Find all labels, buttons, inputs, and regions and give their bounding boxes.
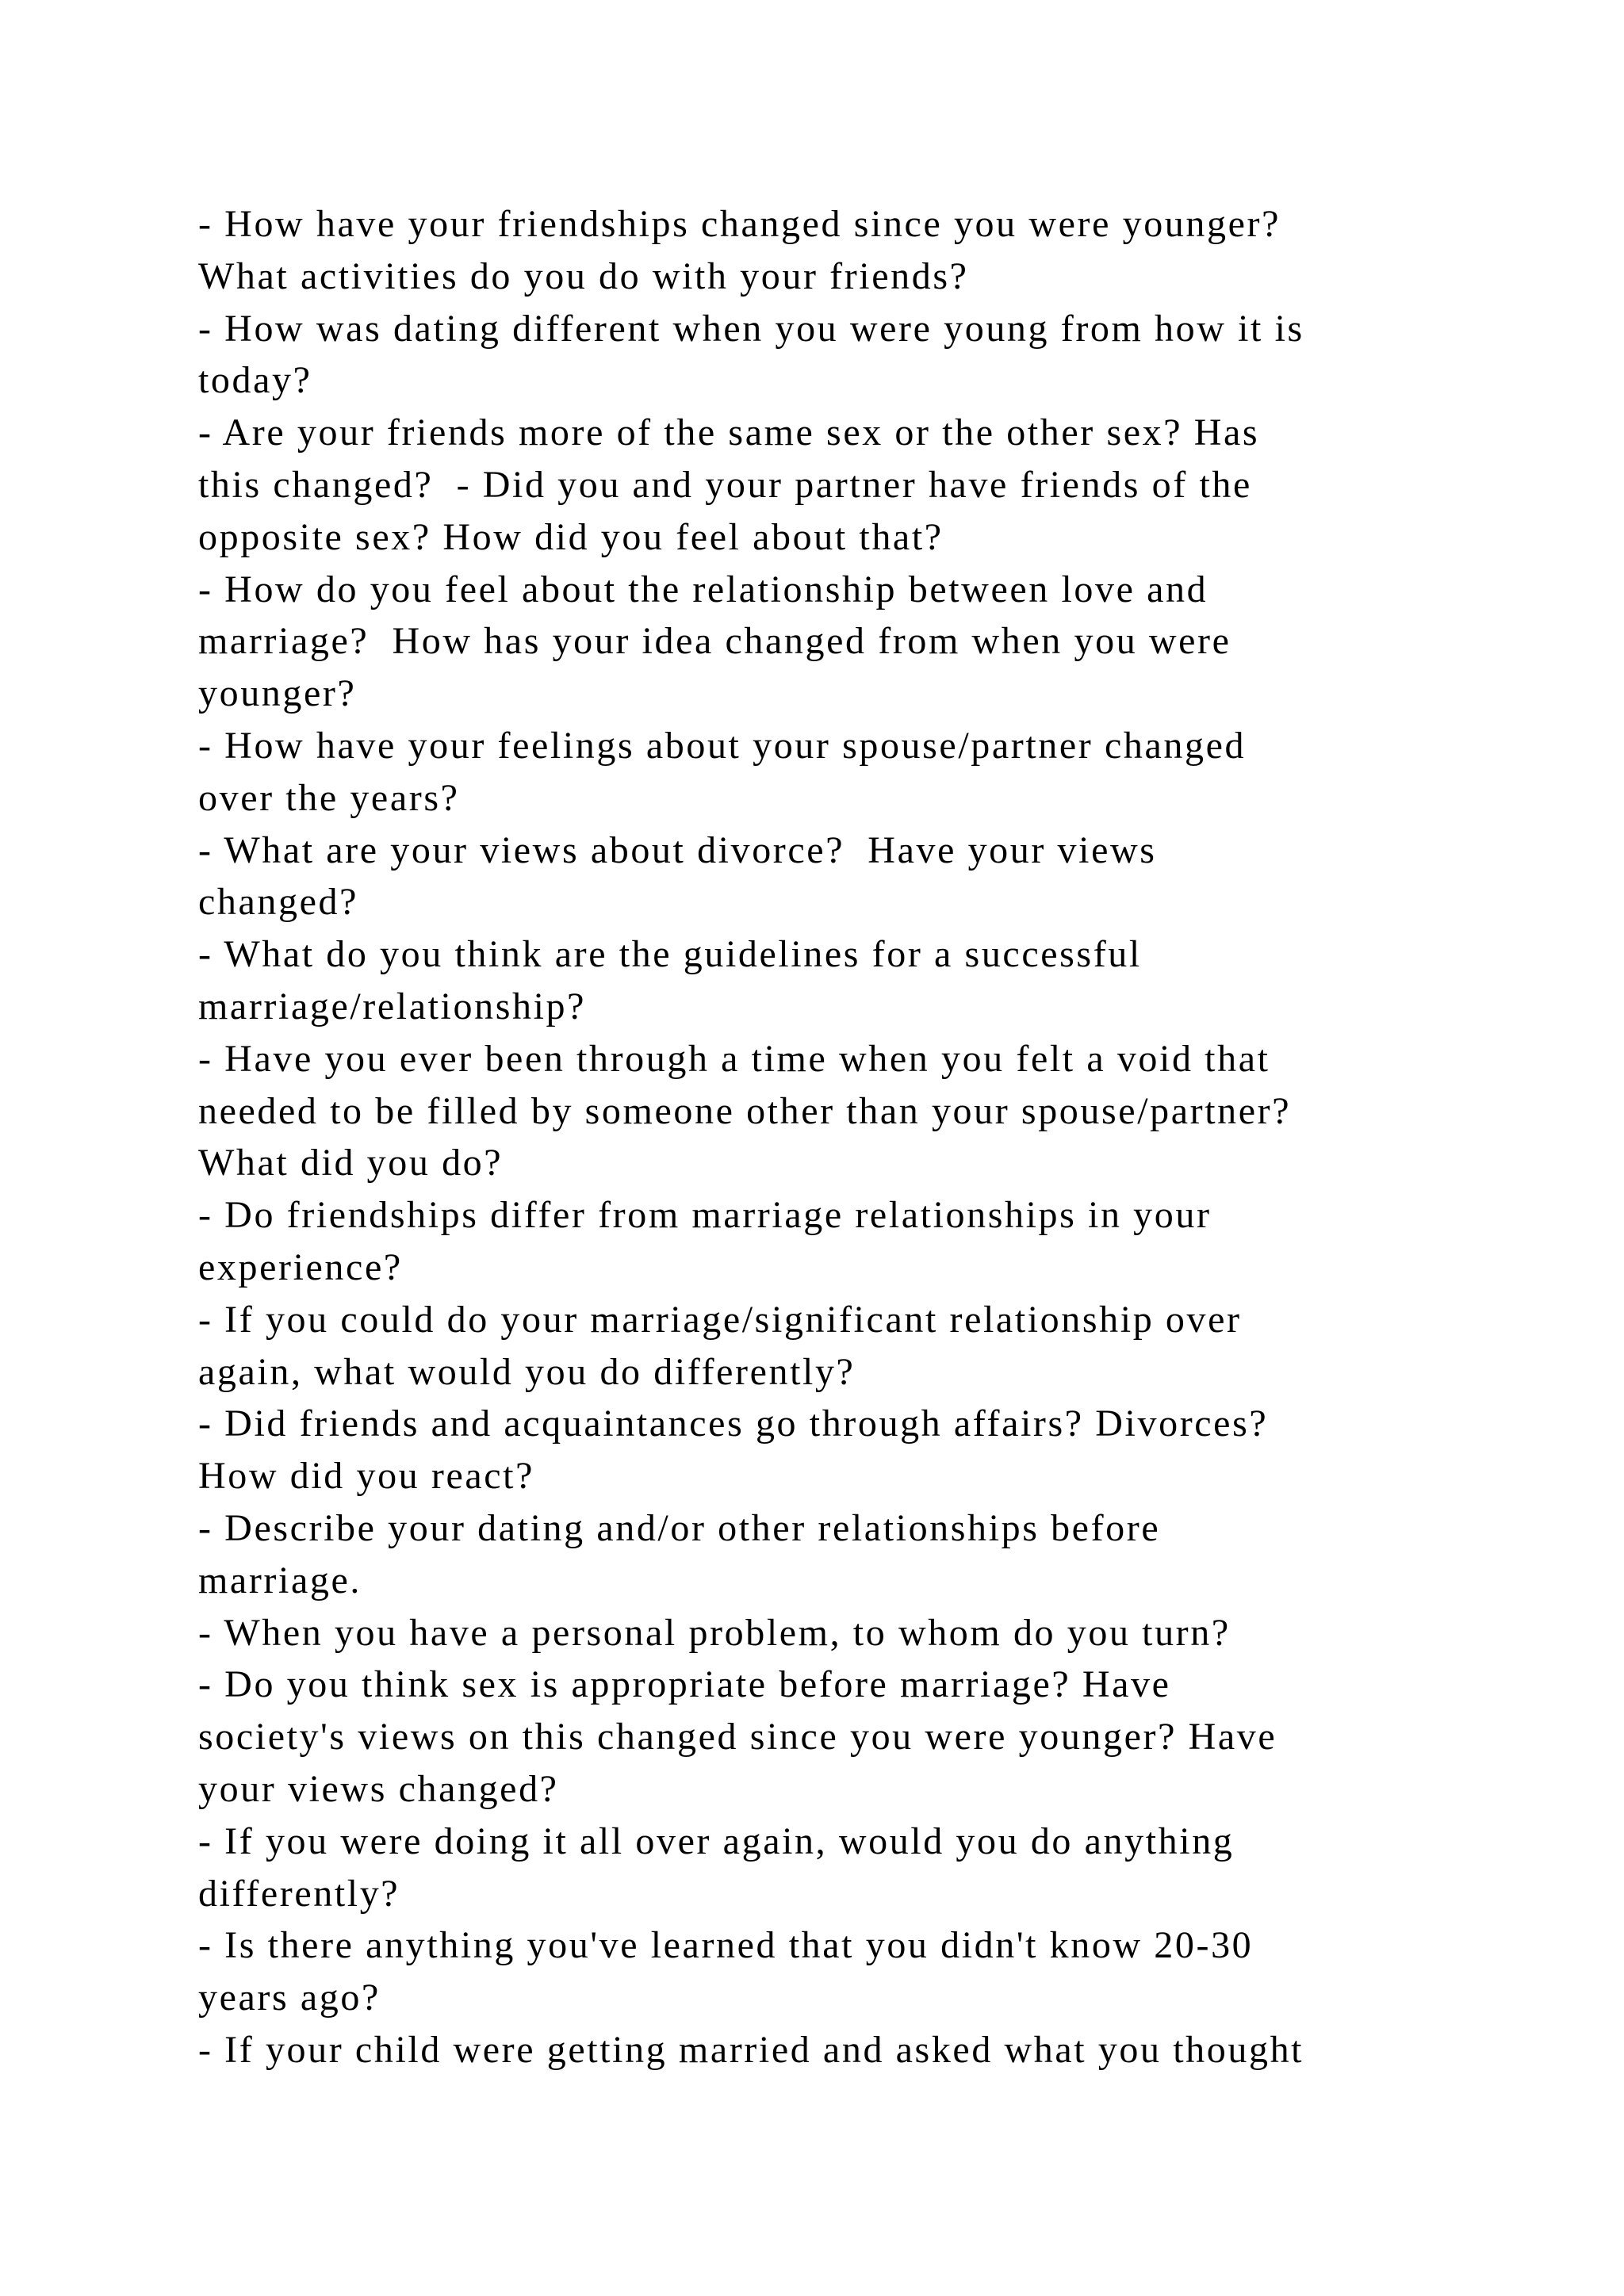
text-line: - How do you feel about the relationship between love and bbox=[198, 568, 1208, 610]
text-line: marriage. bbox=[198, 1559, 362, 1601]
text-line: experience? bbox=[198, 1246, 403, 1288]
text-line: changed? bbox=[198, 881, 359, 924]
text-line: - Is there anything you've learned that you didn't know 20-30 bbox=[198, 1924, 1254, 1967]
text-line: - If you could do your marriage/significant relationship over bbox=[198, 1298, 1242, 1341]
text-line: - What do you think are the guidelines for a successful bbox=[198, 933, 1142, 976]
text-line: over the years? bbox=[198, 776, 460, 819]
text-line: - Do you think sex is appropriate before marriage? Have bbox=[198, 1663, 1171, 1706]
text-line: - Have you ever been through a time when you felt a void that bbox=[198, 1037, 1270, 1080]
text-line: marriage/relationship? bbox=[198, 985, 587, 1027]
text-line: again, what would you do differently? bbox=[198, 1350, 856, 1393]
text-line: marriage? How has your idea changed from when you were bbox=[198, 620, 1231, 663]
text-line: your views changed? bbox=[198, 1767, 559, 1810]
question-list bbox=[198, 198, 1499, 2076]
text-line: - Describe your dating and/or other relationships before bbox=[198, 1506, 1161, 1549]
text-line: - Are your friends more of the same sex or the other sex? Has bbox=[198, 411, 1260, 454]
text-line: needed to be filled by someone other than your spouse/partner? bbox=[198, 1089, 1292, 1132]
text-line: - If you were doing it all over again, would you do anything bbox=[198, 1820, 1235, 1862]
text-line: today? bbox=[198, 359, 312, 402]
text-line: society's views on this changed since you were younger? Have bbox=[198, 1716, 1277, 1758]
text-line: What activities do you do with your friends? bbox=[198, 254, 969, 297]
text-line: - How have your friendships changed since you were younger? bbox=[198, 203, 1281, 245]
text-line: - What are your views about divorce? Have your views bbox=[198, 828, 1157, 871]
text-line: What did you do? bbox=[198, 1142, 504, 1184]
text-line: differently? bbox=[198, 1872, 400, 1915]
text-line: - How have your feelings about your spouse/partner changed bbox=[198, 724, 1247, 767]
text-line: - If your child were getting married and asked what you thought bbox=[198, 2028, 1304, 2071]
text-line: - Did friends and acquaintances go through affairs? Divorces? bbox=[198, 1402, 1269, 1445]
text-line: - How was dating different when you were young from how it is bbox=[198, 307, 1304, 350]
text-line: younger? bbox=[198, 672, 357, 715]
text-line: - Do friendships differ from marriage relationships in your bbox=[198, 1194, 1212, 1237]
text-line: - When you have a personal problem, to whom do you turn? bbox=[198, 1611, 1231, 1654]
text-line: years ago? bbox=[198, 1976, 381, 2019]
text-line: How did you react? bbox=[198, 1455, 535, 1498]
text-line: this changed? - Did you and your partner have friends of the bbox=[198, 463, 1252, 506]
text-line: opposite sex? How did you feel about that? bbox=[198, 515, 944, 558]
